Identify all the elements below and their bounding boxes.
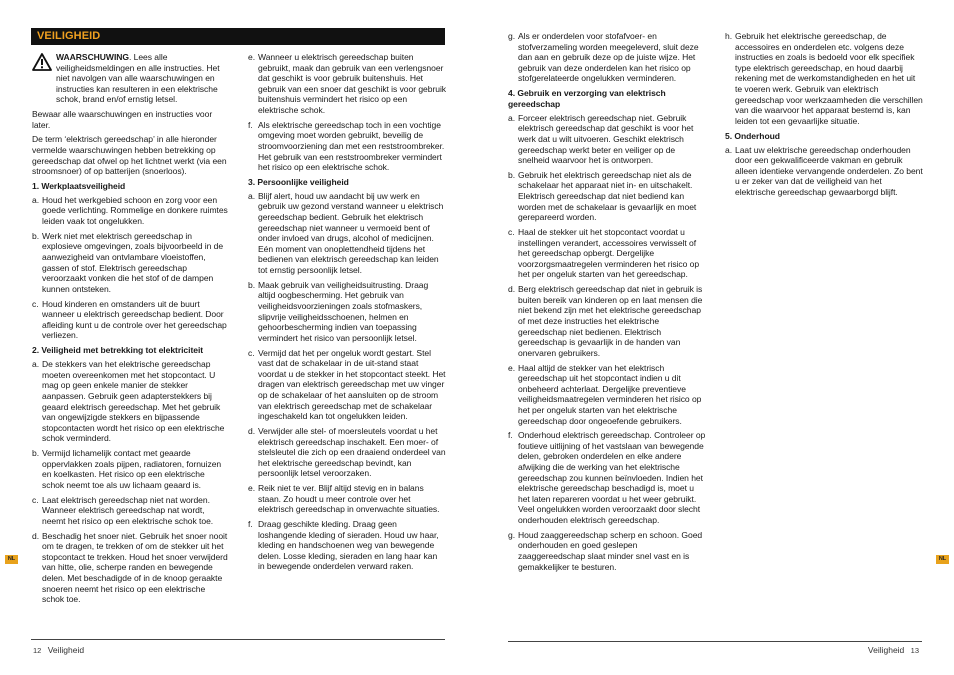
footer-left — [33, 645, 84, 656]
list-item: b. Vermijd lichamelijk contact met geaarde oppervlakken zoals pijpen, radiatoren, fornuizen en koelkasten. Het risico op een elektrische schok neemt toe als uw lichaam geaard is. — [32, 448, 222, 490]
list-item: c. Haal de stekker uit het stopcontact voordat u instellingen verandert, accessoires verwisselt of het gereedschap opbergt. Dergelijke voorzorgsmaatregelen verminderen het risico op het per ongeluk starten van het gereedschap. — [508, 227, 700, 280]
warning-block — [32, 52, 228, 105]
heading-service: 5. Onderhoud — [725, 130, 780, 141]
section-title: VEILIGHEID — [37, 30, 101, 42]
list-item: c. Vermijd dat het per ongeluk wordt gestart. Stel vast dat de schakelaar in de uit-stand staat voordat u de stekker in het stopcontact steekt. Het dragen van elektrisch gereedschap met uw vinger op de schakelaar of het aansluiten op de stroom van elektrisch gereedschap met de schakelaar ingeschakeld kan tot ongelukken leiden. — [248, 347, 446, 422]
list-item: b. Maak gebruik van veiligheidsuitrusting. Draag altijd oogbescherming. Het gebruik van veiligheidsvoorzieningen zoals stofmaskers, slipvrije veiligheidsschoenen, helmen en gehoorbescherming indien van toepassing vermindert het risico van persoonlijk letsel. — [248, 279, 429, 343]
list-item: a. Houd het werkgebied schoon en zorg voor een goede verlichting. Rommelige en donkere ruimtes leiden vaak tot ongelukken. — [32, 194, 228, 227]
footer-rule-right — [508, 641, 922, 642]
column-4 — [725, 31, 923, 202]
right-page — [477, 0, 954, 675]
page-number-right: 13 — [910, 646, 919, 655]
list-item: c. Houd kinderen en omstanders uit de buurt wanneer u elektrisch gereedschap bedient. Door afleiding kunt u de controle over het gereedschap verliezen. — [32, 298, 227, 341]
footer-rule-left — [31, 639, 445, 640]
list-item: a. Laat uw elektrische gereedschap onderhouden door een gekwalificeerde vakman en gebruik alleen identieke vervangende onderdelen. Zo bent u er zeker van dat de veiligheid van het elektrische gereedschap gewaarborgd blijft. — [725, 144, 923, 197]
footer-right — [868, 645, 919, 656]
footer-label-right: Veiligheid — [867, 645, 905, 655]
list-item: c. Laat elektrisch gereedschap niet nat worden. Wanneer elektrisch gereedschap nat wordt, neemt het risico op een elektrische schok toe. — [32, 494, 214, 526]
list-item: e. Wanneer u elektrisch gereedschap buiten gebruikt, maak dan gebruik van een verlengsnoer dat geschikt is voor gebruik buitenshuis. Het gebruik van een snoer dat geschikt is voor gebruik buitenshuis vermindert het risico op een elektrische schok. — [248, 52, 447, 115]
heading-use-and-care: 4. Gebruik en verzorging van elektrisch gereedschap — [508, 88, 666, 109]
language-tab-left: NL — [5, 555, 18, 564]
keep-instructions: Bewaar alle waarschuwingen en instructies voor later. — [32, 108, 213, 130]
language-tab-right: NL — [936, 555, 949, 564]
warning-text: . Lees alle veiligheidsmeldingen en alle instructies. Het niet navolgen van alle waarschuwingen en instructies kan resulteren in een elektrische schok, brand en/of ernstig letsel. — [56, 52, 220, 105]
list-item: g. Als er onderdelen voor stofafvoer- en stofverzameling worden meegeleverd, sluit deze dan aan en gebruik deze op de juiste wijze. Het gebruik van deze onderdelen kan het risico op stofgerelateerde ongelukken verminderen. — [508, 31, 699, 84]
footer-label-left: Veiligheid — [47, 645, 85, 655]
list-item: b. Gebruik het elektrisch gereedschap niet als de schakelaar het apparaat niet in- en uitschakelt. Elektrisch gereedschap dat niet bediend kan worden met de schakelaar is gevaarlijk en moet gerepareerd worden. — [508, 169, 697, 223]
heading-workplace-safety: 1. Werkplaatsveiligheid — [32, 180, 126, 191]
warning-label: WAARSCHUWING — [56, 52, 129, 62]
section-header — [31, 28, 445, 45]
list-item: e. Haal altijd de stekker van het elektrisch gereedschap uit het stopcontact indien u dit onbeheerd achterlaat. Dergelijke preventieve veiligheidsmaatregelen verminderen het risico op het per ongeluk starten van het elektrische gereedschap door ongeoefende gebruikers. — [508, 362, 702, 426]
list-item: f. Als elektrische gereedschap toch in een vochtige omgeving moet worden gebruikt, beveilig de stroomvoorziening dan met een reststroombreker. Het gebruik van een reststroombreker vermindert het risico op een elektrische schok. — [248, 119, 445, 173]
list-item: f. Draag geschikte kleding. Draag geen loshangende kleding of sieraden. Houd uw haar, kleding en handschoenen weg van bewegende delen. Losse kleding, sieraden en lang haar kan in bewegende onderdelen verward raken. — [248, 519, 439, 572]
list-item: a. Blijf alert, houd uw aandacht bij uw werk en gebruik uw gezond verstand wanneer u elektrisch gereedschap bedient. Gebruik het elektrisch gereedschap niet wanneer u vermoeid bent of onder invloed van drugs, alcohol of medicijnen. Eén moment van onoplettendheid tijdens het bedienen van elektrisch gereedschap kan leiden tot ernstig persoonlijk letsel. — [248, 190, 444, 276]
column-3 — [508, 31, 706, 576]
list-item: d. Beschadig het snoer niet. Gebruik het snoer nooit om te dragen, te trekken of om de stekker uit het stopcontact te trekken. Houd het snoer verwijderd van hitte, olie, scherpe randen en bewegende delen. Met beschadigde of in de knoop geraakte snoeren neemt het risico op een elektrische schok toe. — [32, 530, 228, 605]
list-item: h. Gebruik het elektrische gereedschap, de accessoires en onderdelen etc. volgens deze instructies en zoals is bedoeld voor elk specifiek type elektrisch gereedschap, en houd daarbij rekening met de werkomstandigheden en het uit te voeren werk. Gebruik van elektrisch gereedschap voor werkzaamheden die verschillen van die waarvoor het apparaat bestemd is, kan leiden tot een gevaarlijke situatie. — [725, 31, 923, 126]
heading-personal-safety: 3. Persoonlijke veiligheid — [248, 176, 349, 187]
list-item: g. Houd zaaggereedschap scherp en schoon. Goed onderhouden en goed geslepen zaaggereedschap slaat minder snel vast en is gemakkelijker te besturen. — [508, 529, 703, 572]
list-item: f. Onderhoud elektrisch gereedschap. Controleer op foutieve uitlijning of het vastslaan van bewegende delen, gebroken onderdelen en elke andere afwijking die de werking van het elektrische gereedschap zou kunnen beïnvloeden. Indien het elektrische gereedschap beschadigd is, moet u het laten repareren voordat u het weer gebruikt. Veel ongelukken worden veroorzaakt door slecht onderhouden elektrisch gereedschap. — [508, 430, 706, 526]
list-item: a. Forceer elektrisch gereedschap niet. Gebruik elektrisch gereedschap dat geschikt is voor het werk dat u wilt uitvoeren. Geschikt elektrisch gereedschap werkt beter en veiliger op de snelheid waarvoor het is ontworpen. — [508, 112, 694, 166]
warning-triangle-icon — [32, 52, 56, 105]
column-1 — [32, 52, 228, 609]
list-item: e. Reik niet te ver. Blijf altijd stevig en in balans staan. Zo houdt u meer controle over het elektrisch gereedschap in onverwachte situaties. — [248, 483, 440, 515]
column-2 — [248, 52, 446, 576]
list-item: b. Werk niet met elektrisch gereedschap in explosieve omgevingen, zoals bijvoorbeeld in de aanwezigheid van ontvlambare vloeistoffen, gassen of stof. Elektrisch gereedschap veroorzaakt vonken die het stof of de dampen kunnen ontsteken. — [32, 230, 224, 294]
list-item: a. De stekkers van het elektrische gereedschap moeten overeenkomen met het stopcontact. U mag op geen enkele manier de stekker aanpassen. Gebruik geen adapterstekkers bij geaard elektrisch gereedschap. Met het gebruik van ongewijzigde stekkers en bijpassende stopcontacten wordt het risico op een elektrische schok verminderd. — [32, 359, 225, 444]
list-item: d. Berg elektrisch gereedschap dat niet in gebruik is buiten bereik van kinderen op en laat mensen die niet bekend zijn met het elektrische gereedschap of met deze instructies het elektrische gereedschap niet bedienen. Elektrisch gereedschap is gevaarlijk in de handen van onervaren gebruikers. — [508, 284, 703, 358]
page-number-left: 12 — [33, 646, 42, 655]
term-definition: De term ‘elektrisch gereedschap’ in alle hieronder vermelde waarschuwingen hebben betrekking op gereedschap dat ofwel op het lichtnet werkt (via een stroomsnoer) of op batterijen (snoerloos). — [32, 134, 227, 177]
heading-electrical-safety: 2. Veiligheid met betrekking tot elektriciteit — [32, 345, 204, 356]
list-item: d. Verwijder alle stel- of moersleutels voordat u het elektrisch gereedschap inschakelt. Een moer- of stelsleutel die zich op een draaiend onderdeel van het elektrische gereedschap bevindt, kan persoonlijk letsel veroorzaken. — [248, 425, 446, 479]
